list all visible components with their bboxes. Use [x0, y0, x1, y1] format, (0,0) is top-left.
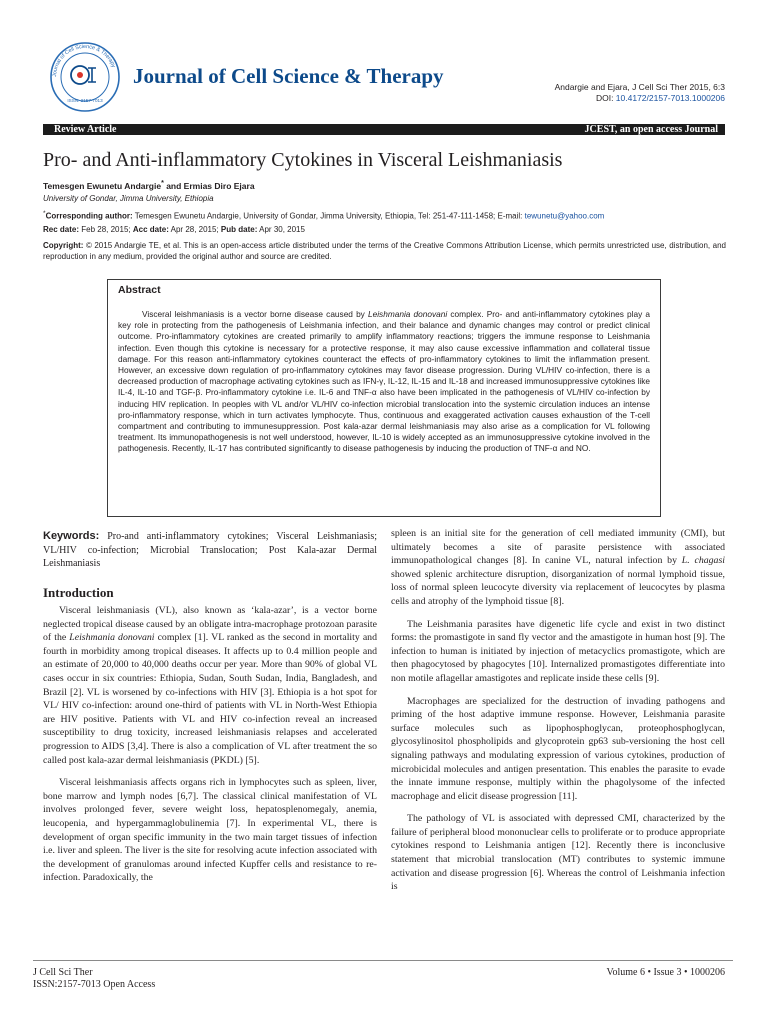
paragraph: Visceral leishmaniasis affects organs rich in lymphocytes such as spleen, liver, bone marrow and lymph nodes [6,7]. The classical clinical manifestation of VL involves prolonged fever, severe weight loss, hepatosplenomegaly, anemia, leucopenia, and hypergammaglobulinemia [7]. In experimental VL, there is development of organ specific immunity in the two main target tissues of infection i.e. liver and spleen. The liver is the site for resolving acute infection associated with the development of granulomas around infected Kupffer cells and resistance to re-infection. Paradoxically, the [43, 777, 377, 884]
abstract-text-part: Visceral leishmaniasis is a vector borne disease caused by [142, 309, 368, 319]
citation-line: Andargie and Ejara, J Cell Sci Ther 2015, 6:3 [554, 82, 725, 92]
paragraph-text: Visceral leishmaniasis (VL), also known as ‘kala-azar’, is a vector borne neglected tropical disease caused by an obligate intra-macrophage protozoan parasite of the [43, 605, 377, 644]
keywords [43, 530, 377, 571]
affiliation: University of Gondar, Jimma University, Ethiopia [43, 194, 214, 203]
keywords-label: Keywords: [43, 530, 100, 542]
footer-divider [33, 960, 733, 961]
keywords-text: Pro-and anti-inflammatory cytokines; Visceral Leishmaniasis; VL/HIV co-infection; Microbial Translocation; Post Kala-azar Dermal Leishmaniasis [43, 531, 377, 569]
article-dates [43, 225, 305, 234]
journal-title: Journal of Cell Science & Therapy [133, 64, 444, 88]
logo-issn: ISSN: 2157-7013 [67, 98, 103, 103]
logo-ring-text: Journal of Cell Science & Therapy [51, 43, 117, 78]
corr-email-link[interactable]: tewunetu@yahoo.com [524, 211, 605, 221]
first-author: Temesgen Ewunetu Andargie [43, 180, 162, 191]
authors [43, 179, 255, 191]
copyright [43, 241, 726, 262]
species-name: L. chagasi [681, 555, 725, 567]
paragraph: The pathology of VL is associated with depressed CMI, characterized by the failure of peripheral blood mononuclear cells to proliferate or to produce appropriate cytokines respond to Leishmania antigen [12]. Recently there is inconclusive statement that microbial translocation (MT) contributes to systemic immune activation and disease progression [6]. Whereas the control of Leishmania infection is [391, 813, 725, 893]
citation-block [555, 82, 725, 104]
paragraph [43, 604, 377, 767]
species-name: Leishmania donovani [69, 632, 155, 644]
right-column [391, 527, 725, 903]
corr-label: Corresponding author: [45, 211, 133, 221]
journal-access-label: JCEST, an open access Journal [584, 124, 718, 135]
doi-link[interactable]: 10.4172/2157-7013.1000206 [615, 93, 725, 103]
paragraph-text: complex [1]. VL ranked as the second in mortality and fourth in morbidity among tropical diseases. It affects up to 0.4 million people and an estimate of 20,000 to 40,000 deaths occur per year. More than 90% of global VL cases occur in six countries: Ethiopia, Sudan, South Sudan, India, Bangladesh, and Brazil [2]. VL is worsened by co-infections with HIV [3]. Ethiopia is a hot spot for VL/ HIV co-infection: around one-third of patients with VL in North-West Ethiopia are HIV positive. Patients with VL and HIV co-infection reveal an increased susceptibility to drug toxicity, increased leishmaniasis relapses and accelerated progression to AIDS [3,4]. There is also a complication of VL after treatment the so called post kala-azar dermal leishmaniasis (PKDL) [5]. [43, 632, 377, 766]
rec-label: Rec date: [43, 225, 80, 234]
abstract-species-name: Leishmania donovani [367, 309, 448, 319]
footer-journal-abbrev: J Cell Sci Ther [33, 967, 93, 978]
abstract-text-part: complex. Pro- and anti-inflammatory cytokines play a key role in protecting from the pathogenesis of Leishmania infection, and their balance and dynamic changes may control or predict clinical outcome. Pro-inflammatory cytokines are created primarily to amplify inflammatory reactions; triggers the immune response to Leishmania infection. Even though this cytokine is necessary for a protective response, it may also cause excessive inflammation and collateral tissue damage. For this reason anti-inflammatory cytokines counteract the effects of pro-inflammatory cytokines to limit the inflammation present. However, an excessive down regulation of pro-inflammatory cytokines may favor disease progression. During VL/HIV co-infection, there is a decreased production of macrophage activating cytokines such as IFN-γ, IL-12, IL-15 and IL-18 and increased immunosuppressive cytokines like IL-4, IL-10 and TGF-β. Pro-inflammatory cytokine i.e. IL-6 and TNF-α also have been implicated in the pathogenesis of VL/HIV co-infection by inducing HIV replication. In peoples with VL and/or VL/HIV co-infection microbial translocation into the systemic circulation induces an intense pro-inflammatory response, which in turn activates lymphocyte. Thus, continuous and exaggerated activation causes exhaustion of the T-cell compartment and contributing to immunesuppression. Post kala-azar dermal leishmaniasis may also arise as a complication for VL following treatment. Its immunopathogenesis is not well understood, however, IL-10 is widely accepted as an immunosuppressive cytokine involved in the pathogenesis. Recently, IL-17 has contributed significantly to disease pathogenesis by inducing the production of TNF-α and NO. [118, 309, 651, 454]
copyright-text: © 2015 Andargie TE, et al. This is an open-access article distributed under the terms of the Creative Commons Attribution License, which permits unrestricted use, distribution, and reproduction in any medium, provided the original author and source are credited. [43, 241, 726, 261]
corresponding-author [43, 210, 604, 221]
abstract-heading: Abstract [118, 284, 161, 296]
copyright-label: Copyright: [43, 241, 84, 250]
paragraph-text: showed splenic architecture disruption, disorganization of normal lymphoid tissue, loss of normal spleen leucocyte diversity via replacement of leucocytes by plasma cells and atrophy of the lymphoid tissue [8]. [391, 568, 725, 607]
footer-journal-info [33, 967, 155, 991]
doi-label: DOI: [595, 93, 616, 103]
footer-issn: ISSN:2157-7013 Open Access [33, 979, 156, 990]
left-column [43, 604, 377, 894]
rec-value: Feb 28, 2015; [79, 225, 133, 234]
journal-logo [48, 40, 122, 114]
footer-volume-issue: Volume 6 • Issue 3 • 1000206 [606, 967, 725, 978]
pub-value: Apr 30, 2015 [257, 225, 305, 234]
paragraph-text: spleen is an initial site for the generation of cell mediated immunity (CMI), but ultimately becomes a site of parasite persistence with associated immunopathological changes [8]. In canine VL, natural infection by [391, 528, 725, 567]
paragraph [391, 527, 725, 609]
corr-marker: * [43, 210, 46, 217]
author-marker: * [161, 179, 164, 187]
other-authors: and Ermias Diro Ejara [163, 180, 255, 191]
article-title: Pro- and Anti-inflammatory Cytokines in Visceral Leishmaniasis [43, 149, 563, 171]
paragraph: The Leishmania parasites have digenetic life cycle and exist in two distinct forms: the promastigote in sand fly vector and the amastigote in human host [9]. The infection to human is initiated by injection of metacyclics promastigote, which are then phagocytosed by phagocytes [10]. Internalized promastigotes differentiate into non motile aflagellar amastigotes and replicate inside these cells [9]. [391, 618, 725, 684]
doi-line [555, 93, 725, 104]
introduction-heading: Introduction [43, 585, 114, 600]
article-type-label: Review Article [54, 124, 117, 135]
paragraph: Macrophages are specialized for the destruction of invading pathogens and priming of the host adaptive immune response. However, Leishmania parasite surface molecules such as lipophosphoglycan, proteophosphoglycan, glycosylinositol phospholipids and glycoprotein gp63 sub-versioning the host cell signaling pathways and modulating expression of various cytokines, production of microbicidal molecules and antigen presentation. This enables the parasite to evade the innate immune response, multiply within the phagolysome of the infected macrophage and elicit disease progression [11]. [391, 695, 725, 802]
acc-value: Apr 28, 2015; [168, 225, 221, 234]
acc-label: Acc date: [132, 225, 169, 234]
abstract-text [118, 309, 650, 455]
corr-text: Temesgen Ewunetu Andargie, University of Gondar, Jimma University, Ethiopia, Tel: 251-47-111-1458; E-mail: [132, 211, 525, 221]
pub-label: Pub date: [220, 225, 258, 234]
